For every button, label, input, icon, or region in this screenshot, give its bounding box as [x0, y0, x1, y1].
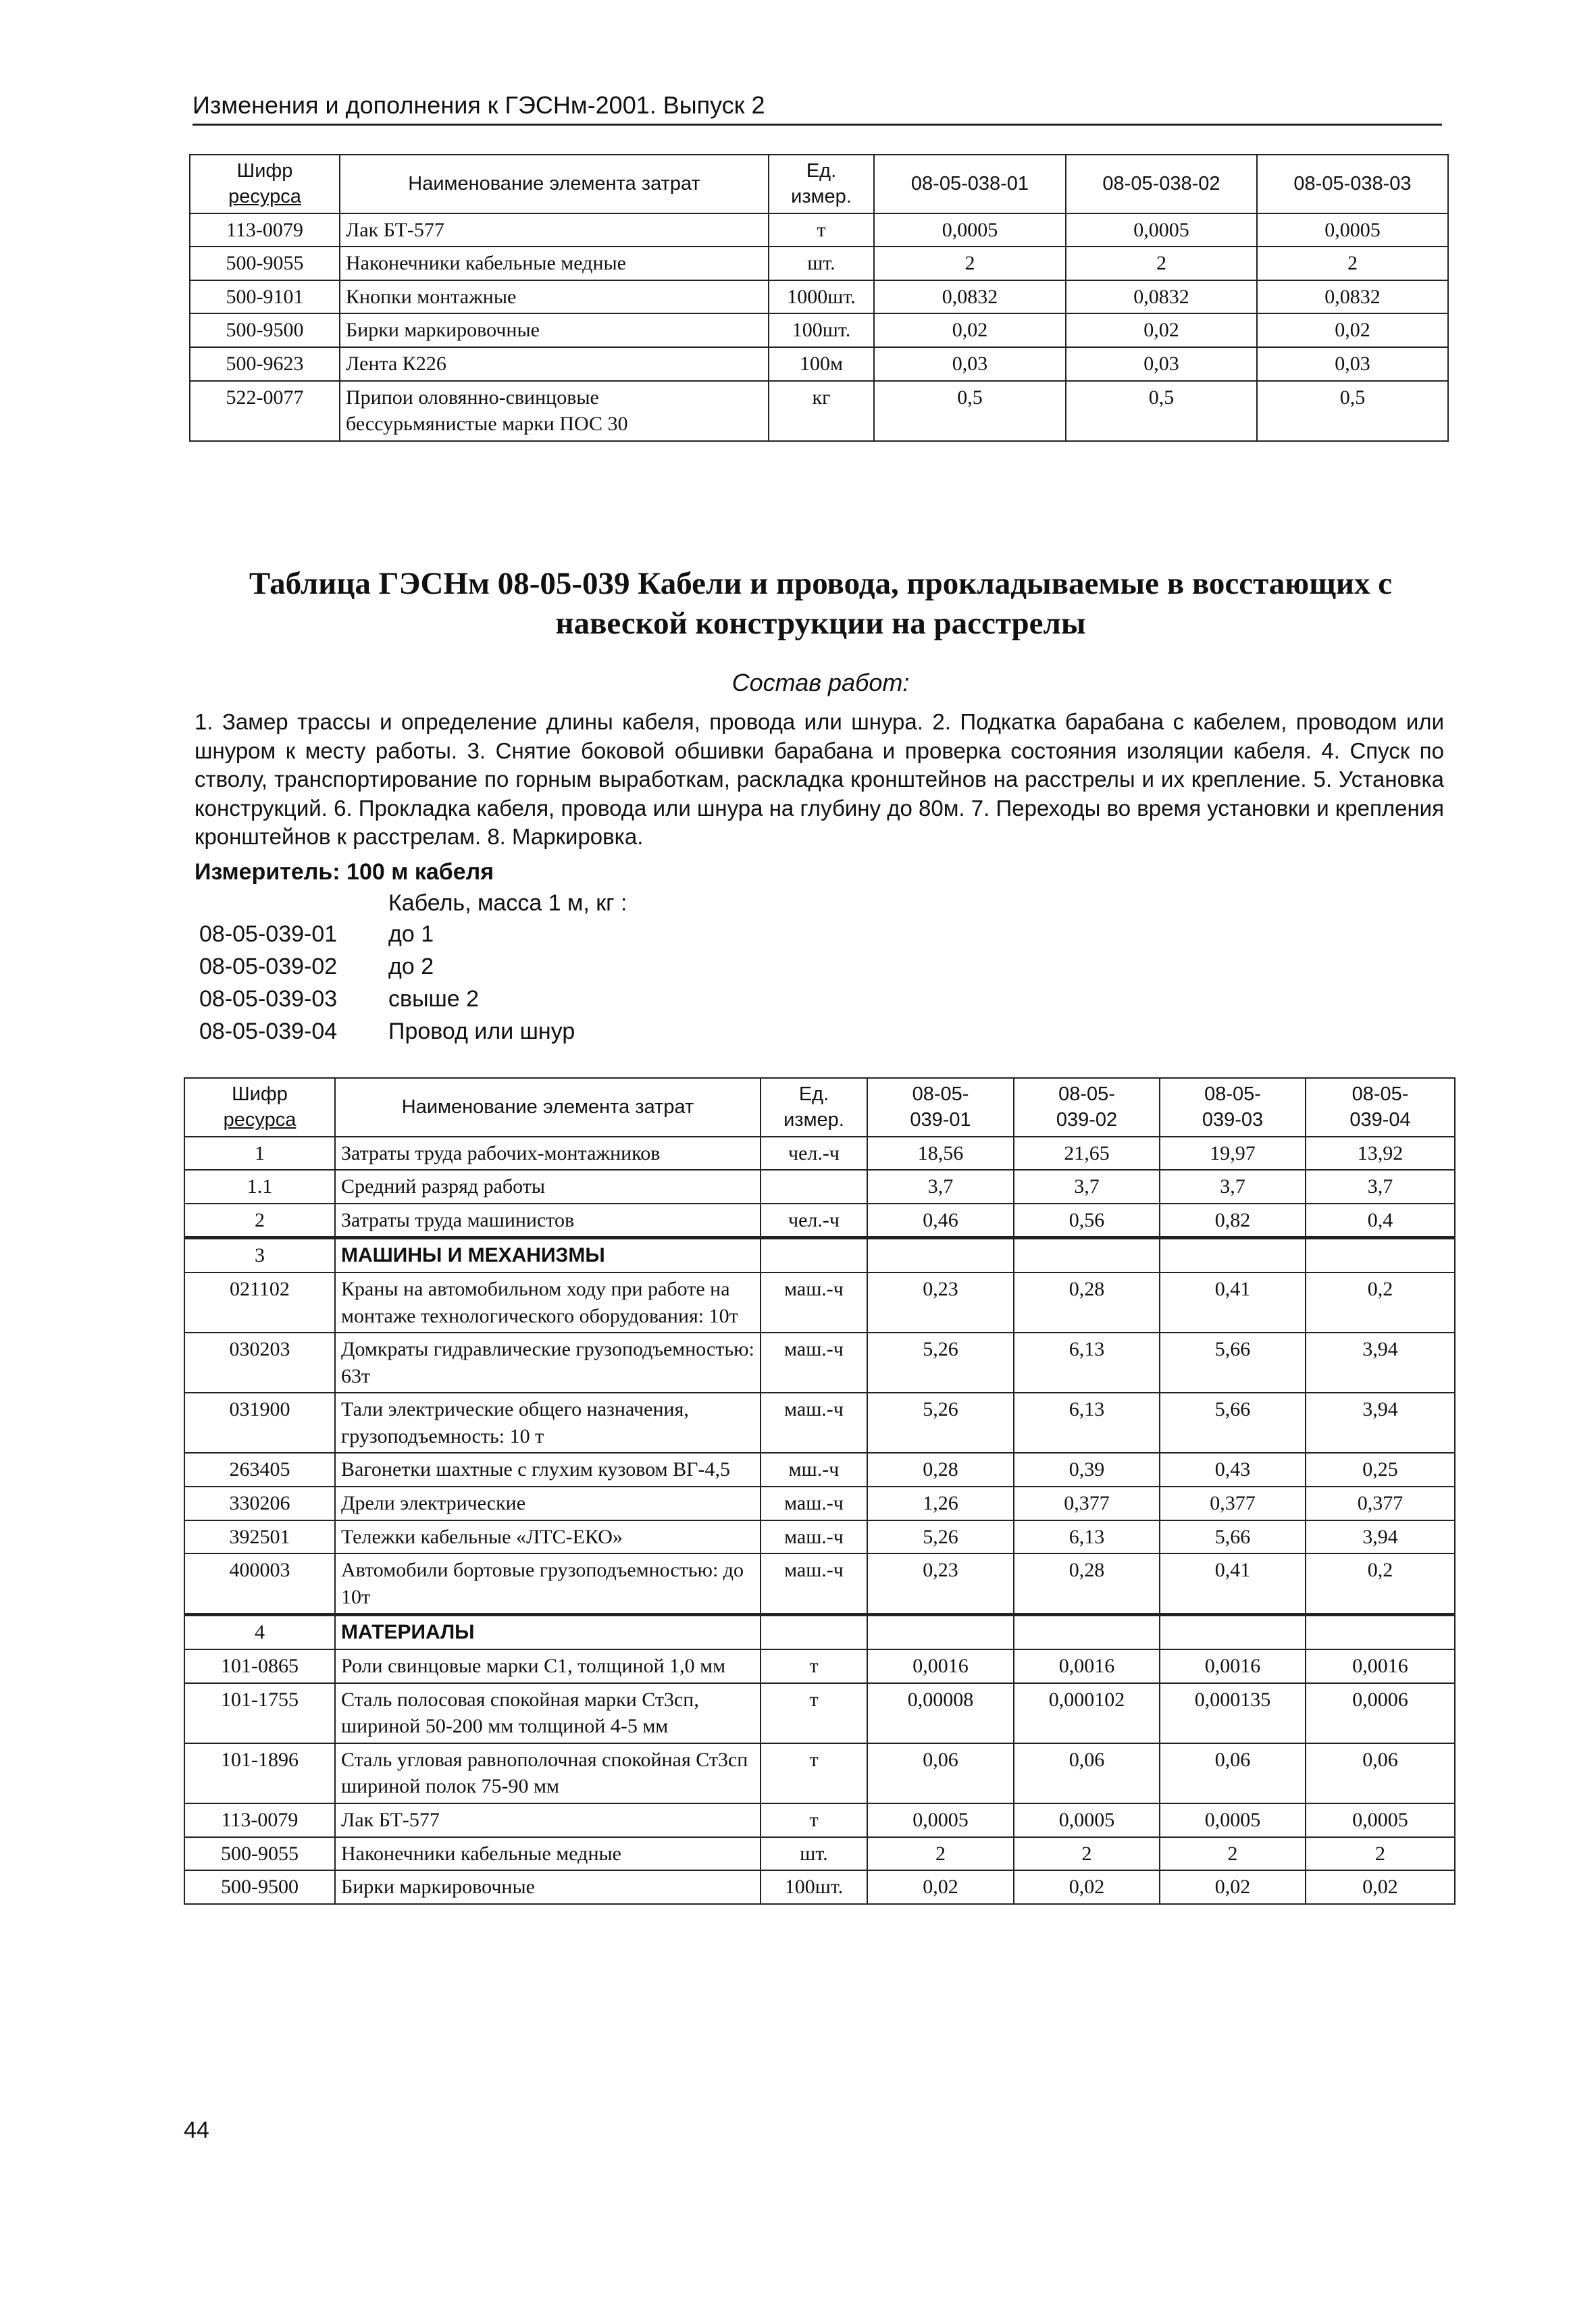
value-variant-3: 0,0005 [1160, 1803, 1306, 1837]
variant-description: до 1 [388, 921, 434, 947]
table-row [184, 1137, 1455, 1171]
variant-description: Провод или шнур [388, 1019, 575, 1044]
unit: маш.-ч [761, 1272, 867, 1333]
resource-name: Лента К226 [340, 347, 769, 381]
value-variant-2: 6,13 [1014, 1520, 1160, 1554]
value-variant-2: 0,06 [1014, 1743, 1160, 1803]
value-variant-4: 0,377 [1306, 1487, 1455, 1520]
value-variant-3: 5,66 [1160, 1333, 1306, 1393]
value-variant-3: 5,66 [1160, 1520, 1306, 1554]
value-variant-4: 3,94 [1306, 1393, 1455, 1453]
value-variant-2: 0,5 [1066, 381, 1257, 441]
table-row [184, 1204, 1455, 1238]
value-variant-3: 3,7 [1160, 1170, 1306, 1204]
value-variant-1: 0,0016 [867, 1649, 1014, 1683]
section-header-row [184, 1238, 1455, 1272]
value-variant-1: 5,26 [867, 1393, 1014, 1453]
value-variant-4: 0,0005 [1306, 1803, 1455, 1837]
unit: кг [769, 381, 874, 441]
resource-name: Роли свинцовые марки С1, толщиной 1,0 мм [335, 1649, 761, 1683]
running-header: Изменения и дополнения к ГЭСНм-2001. Выпуск 2 [192, 91, 1442, 126]
value-variant-4: 0,4 [1306, 1204, 1455, 1238]
table-header-row [190, 155, 1448, 213]
resource-name: Тали электрические общего назначения, грузоподъемность: 10 т [335, 1393, 761, 1453]
table-row [184, 1683, 1455, 1743]
empty-cell [761, 1238, 867, 1272]
value-variant-1: 0,02 [867, 1870, 1014, 1904]
resource-code: 500-9055 [184, 1837, 335, 1871]
table-row [190, 381, 1448, 441]
unit: мш.-ч [761, 1453, 867, 1487]
value-variant-4: 3,94 [1306, 1333, 1455, 1393]
table-row [184, 1743, 1455, 1803]
table-row [184, 1170, 1455, 1204]
table-row [190, 313, 1448, 347]
value-variant-1: 0,02 [874, 313, 1066, 347]
column-header-variant-2: 08-05- 039-02 [1014, 1078, 1160, 1137]
value-variant-2: 21,65 [1014, 1137, 1160, 1171]
value-variant-1: 0,0005 [874, 213, 1066, 247]
table-row [184, 1487, 1455, 1520]
value-variant-1: 5,26 [867, 1333, 1014, 1393]
value-variant-2: 2 [1014, 1837, 1160, 1871]
empty-cell [867, 1238, 1014, 1272]
value-variant-3: 19,97 [1160, 1137, 1306, 1171]
value-variant-1: 0,00008 [867, 1683, 1014, 1743]
table-row [184, 1803, 1455, 1837]
value-variant-1: 5,26 [867, 1520, 1014, 1554]
resource-name: Тележки кабельные «ЛТС-ЕКО» [335, 1520, 761, 1554]
value-variant-2: 0,377 [1014, 1487, 1160, 1520]
variant-code: 08-05-039-01 [199, 921, 338, 947]
unit: 100м [769, 347, 874, 381]
resource-code: 263405 [184, 1453, 335, 1487]
resource-code: 500-9500 [184, 1870, 335, 1904]
composition-text: 1. Замер трассы и определение длины кабеля, провода или шнура. 2. Подкатка барабана с кабелем, проводом или шнуром к месту работы. 3. Снятие боковой обшивки барабана и проверка состояния изоляции кабеля. 4. Спуск по стволу, транспортирование по горным выработкам, раскладка кронштейнов на расстрелы и их крепление. 5. Установка конструкций. 6. Прокладка кабеля, провода или шнура на глубину до 80м. 7. Переходы во время установки и крепления кронштейнов к расстрелам. 8. Маркировка. [195, 709, 1444, 850]
resource-name: Наконечники кабельные медные [340, 247, 769, 280]
resource-code: 330206 [184, 1487, 335, 1520]
table-row [190, 280, 1448, 314]
value-variant-4: 3,94 [1306, 1520, 1455, 1554]
unit: т [761, 1683, 867, 1743]
resource-name: Краны на автомобильном ходу при работе на монтаже технологического оборудования: 10т [335, 1272, 761, 1333]
empty-cell [1014, 1238, 1160, 1272]
value-variant-3: 0,43 [1160, 1453, 1306, 1487]
value-variant-2: 0,39 [1014, 1453, 1160, 1487]
unit: 100шт. [761, 1870, 867, 1904]
resource-code: 030203 [184, 1333, 335, 1393]
value-variant-1: 0,0005 [867, 1803, 1014, 1837]
section-name: МАТЕРИАЛЫ [335, 1615, 761, 1649]
resource-code: 500-9101 [190, 280, 340, 314]
value-variant-1: 2 [867, 1837, 1014, 1871]
value-variant-1: 3,7 [867, 1170, 1014, 1204]
table-row [190, 247, 1448, 280]
section-code: 3 [184, 1238, 335, 1272]
resource-name: Затраты труда рабочих-монтажников [335, 1137, 761, 1171]
value-variant-1: 0,23 [867, 1272, 1014, 1333]
value-variant-3: 0,82 [1160, 1204, 1306, 1238]
resource-name: Бирки маркировочные [340, 313, 769, 347]
unit: т [769, 213, 874, 247]
resource-code: 113-0079 [184, 1803, 335, 1837]
resource-code: 101-1896 [184, 1743, 335, 1803]
value-variant-3: 0,41 [1160, 1272, 1306, 1333]
value-variant-4: 13,92 [1306, 1137, 1455, 1171]
empty-cell [1306, 1238, 1455, 1272]
table-row [184, 1333, 1455, 1393]
column-header-variant-4: 08-05- 039-04 [1306, 1078, 1455, 1137]
unit: т [761, 1649, 867, 1683]
table-row [190, 213, 1448, 247]
value-variant-2: 0,56 [1014, 1204, 1160, 1238]
resource-code: 031900 [184, 1393, 335, 1453]
resource-name: Домкраты гидравлические грузоподъемностью: 63т [335, 1333, 761, 1393]
unit: чел.-ч [761, 1204, 867, 1238]
resource-code: 1 [184, 1137, 335, 1171]
resource-code: 113-0079 [190, 213, 340, 247]
value-variant-2: 0,0005 [1014, 1803, 1160, 1837]
resource-code: 101-1755 [184, 1683, 335, 1743]
resource-name: Лак БТ-577 [340, 213, 769, 247]
table-row [184, 1553, 1455, 1615]
value-variant-4: 0,2 [1306, 1553, 1455, 1615]
resource-name: Припои оловянно-свинцовые бессурьмянистые марки ПОС 30 [340, 381, 769, 441]
value-variant-4: 0,25 [1306, 1453, 1455, 1487]
unit [761, 1170, 867, 1204]
unit: т [761, 1803, 867, 1837]
resource-name: Вагонетки шахтные с глухим кузовом ВГ-4,5 [335, 1453, 761, 1487]
resource-name: Средний разряд работы [335, 1170, 761, 1204]
value-variant-2: 0,02 [1066, 313, 1257, 347]
value-variant-1: 0,28 [867, 1453, 1014, 1487]
table-row [184, 1649, 1455, 1683]
value-variant-1: 0,23 [867, 1553, 1014, 1615]
value-variant-2: 0,0016 [1014, 1649, 1160, 1683]
variant-code: 08-05-039-02 [199, 954, 338, 979]
resources-table-039 [184, 1077, 1456, 1905]
value-variant-3: 0,06 [1160, 1743, 1306, 1803]
measure-unit: Измеритель: 100 м кабеля [195, 859, 494, 885]
value-variant-3: 0,0005 [1257, 213, 1448, 247]
value-variant-2: 0,000102 [1014, 1683, 1160, 1743]
value-variant-2: 2 [1066, 247, 1257, 280]
column-header-variant-1: 08-05-038-01 [874, 155, 1066, 213]
value-variant-3: 0,02 [1160, 1870, 1306, 1904]
resource-name: Сталь угловая равнополочная спокойная Ст3сп шириной полок 75-90 мм [335, 1743, 761, 1803]
value-variant-1: 0,46 [867, 1204, 1014, 1238]
resource-name: Затраты труда машинистов [335, 1204, 761, 1238]
variant-description: свыше 2 [388, 986, 480, 1012]
value-variant-1: 2 [874, 247, 1066, 280]
column-header-code: Шифр ресурса [190, 155, 340, 213]
unit: 1000шт. [769, 280, 874, 314]
variant-description: до 2 [388, 954, 434, 979]
resource-code: 021102 [184, 1272, 335, 1333]
unit: шт. [769, 247, 874, 280]
unit: маш.-ч [761, 1520, 867, 1554]
resource-name: Лак БТ-577 [335, 1803, 761, 1837]
resource-name: Наконечники кабельные медные [335, 1837, 761, 1871]
column-header-variant-3: 08-05- 039-03 [1160, 1078, 1306, 1137]
value-variant-3: 2 [1160, 1837, 1306, 1871]
resource-code: 500-9500 [190, 313, 340, 347]
table-row [184, 1393, 1455, 1453]
variants-header: Кабель, масса 1 м, кг : [388, 890, 627, 916]
value-variant-2: 6,13 [1014, 1393, 1160, 1453]
value-variant-4: 0,02 [1306, 1870, 1455, 1904]
value-variant-3: 5,66 [1160, 1393, 1306, 1453]
value-variant-4: 0,2 [1306, 1272, 1455, 1333]
column-header-unit: Ед. измер. [761, 1078, 867, 1137]
value-variant-1: 0,03 [874, 347, 1066, 381]
value-variant-1: 1,26 [867, 1487, 1014, 1520]
resource-code: 1.1 [184, 1170, 335, 1204]
resource-code: 500-9623 [190, 347, 340, 381]
value-variant-3: 0,377 [1160, 1487, 1306, 1520]
resource-code: 400003 [184, 1553, 335, 1615]
table-header-row [184, 1078, 1455, 1137]
unit: маш.-ч [761, 1553, 867, 1615]
resource-code: 500-9055 [190, 247, 340, 280]
value-variant-4: 3,7 [1306, 1170, 1455, 1204]
table-row [184, 1870, 1455, 1904]
resource-code: 101-0865 [184, 1649, 335, 1683]
unit: 100шт. [769, 313, 874, 347]
value-variant-3: 0,000135 [1160, 1683, 1306, 1743]
value-variant-1: 0,5 [874, 381, 1066, 441]
column-header-unit: Ед. измер. [769, 155, 874, 213]
empty-cell [761, 1615, 867, 1649]
resource-name: Кнопки монтажные [340, 280, 769, 314]
value-variant-1: 0,06 [867, 1743, 1014, 1803]
resource-code: 522-0077 [190, 381, 340, 441]
resource-name: Бирки маркировочные [335, 1870, 761, 1904]
value-variant-2: 0,28 [1014, 1553, 1160, 1615]
resources-table-038 [189, 154, 1449, 442]
unit: шт. [761, 1837, 867, 1871]
value-variant-2: 6,13 [1014, 1333, 1160, 1393]
column-header-variant-1: 08-05- 039-01 [867, 1078, 1014, 1137]
value-variant-4: 0,0006 [1306, 1683, 1455, 1743]
empty-cell [1160, 1238, 1306, 1272]
table-row [184, 1837, 1455, 1871]
table-row [184, 1520, 1455, 1554]
unit: чел.-ч [761, 1137, 867, 1171]
section-title: Таблица ГЭСНм 08-05-039 Кабели и провода, прокладываемые в восстающих с навеской конструкции на расстрелы [249, 566, 1393, 641]
value-variant-2: 0,0005 [1066, 213, 1257, 247]
section-name: МАШИНЫ И МЕХАНИЗМЫ [335, 1238, 761, 1272]
value-variant-1: 18,56 [867, 1137, 1014, 1171]
empty-cell [1014, 1615, 1160, 1649]
value-variant-3: 0,02 [1257, 313, 1448, 347]
variant-code: 08-05-039-04 [199, 1019, 338, 1044]
empty-cell [867, 1615, 1014, 1649]
value-variant-3: 0,0832 [1257, 280, 1448, 314]
resource-name: Автомобили бортовые грузоподъемностью: до 10т [335, 1553, 761, 1615]
composition-label: Состав работ: [731, 669, 910, 696]
resource-name: Сталь полосовая спокойная марки Ст3сп, шириной 50-200 мм толщиной 4-5 мм [335, 1683, 761, 1743]
column-header-variant-3: 08-05-038-03 [1257, 155, 1448, 213]
value-variant-3: 0,41 [1160, 1553, 1306, 1615]
resource-name: Дрели электрические [335, 1487, 761, 1520]
table-row [184, 1272, 1455, 1333]
value-variant-3: 0,0016 [1160, 1649, 1306, 1683]
unit: маш.-ч [761, 1487, 867, 1520]
variant-code: 08-05-039-03 [199, 986, 338, 1012]
unit: маш.-ч [761, 1393, 867, 1453]
value-variant-3: 2 [1257, 247, 1448, 280]
section-header-row [184, 1615, 1455, 1649]
value-variant-4: 0,06 [1306, 1743, 1455, 1803]
column-header-variant-2: 08-05-038-02 [1066, 155, 1257, 213]
empty-cell [1160, 1615, 1306, 1649]
value-variant-4: 0,0016 [1306, 1649, 1455, 1683]
value-variant-4: 2 [1306, 1837, 1455, 1871]
table-row [184, 1453, 1455, 1487]
resource-code: 2 [184, 1204, 335, 1238]
value-variant-2: 0,28 [1014, 1272, 1160, 1333]
column-header-code: Шифр ресурса [184, 1078, 335, 1137]
column-header-name: Наименование элемента затрат [335, 1078, 761, 1137]
value-variant-2: 0,02 [1014, 1870, 1160, 1904]
unit: т [761, 1743, 867, 1803]
table-row [190, 347, 1448, 381]
empty-cell [1306, 1615, 1455, 1649]
value-variant-2: 3,7 [1014, 1170, 1160, 1204]
value-variant-2: 0,03 [1066, 347, 1257, 381]
section-code: 4 [184, 1615, 335, 1649]
value-variant-3: 0,03 [1257, 347, 1448, 381]
page-number: 44 [184, 2117, 209, 2143]
column-header-name: Наименование элемента затрат [340, 155, 769, 213]
value-variant-2: 0,0832 [1066, 280, 1257, 314]
value-variant-1: 0,0832 [874, 280, 1066, 314]
unit: маш.-ч [761, 1333, 867, 1393]
resource-code: 392501 [184, 1520, 335, 1554]
value-variant-3: 0,5 [1257, 381, 1448, 441]
